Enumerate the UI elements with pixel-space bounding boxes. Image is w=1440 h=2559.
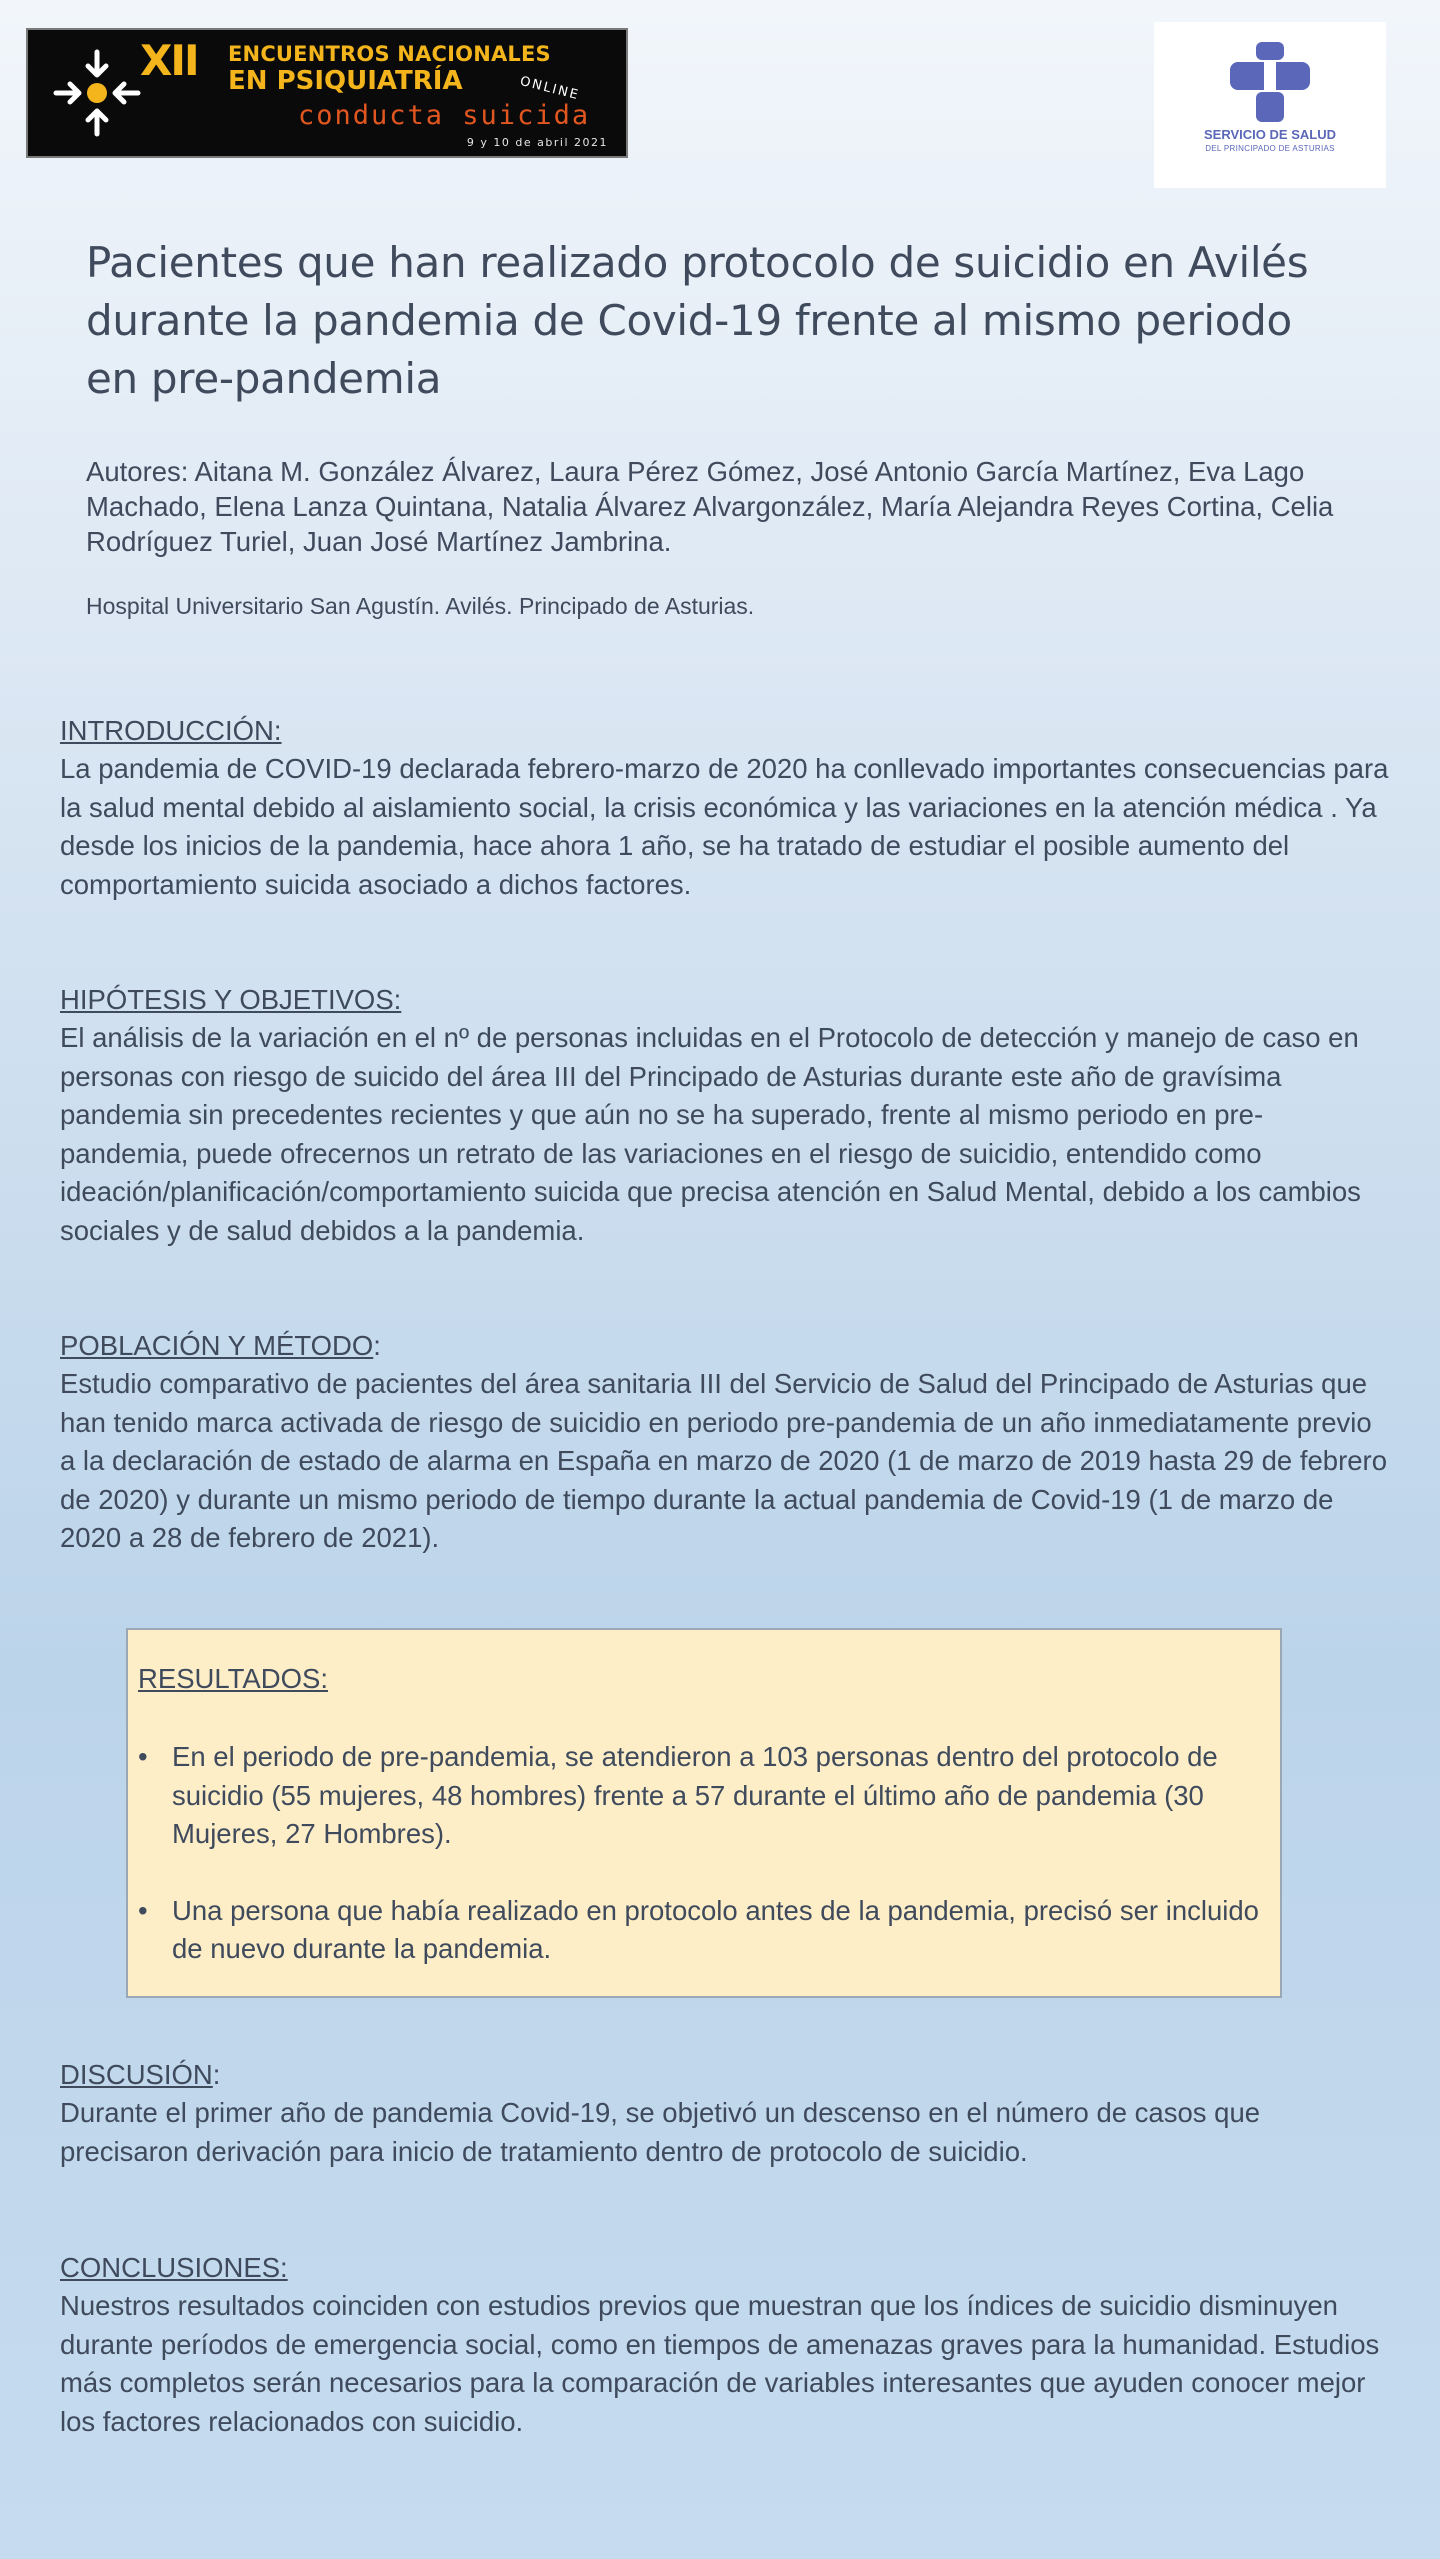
logo-line2: DEL PRINCIPADO DE ASTURIAS xyxy=(1205,144,1335,153)
banner-line2: EN PSIQUIATRÍA xyxy=(228,66,463,96)
list-item: • Una persona que había realizado en protocolo antes de la pandemia, precisó ser incluido de nuevo durante la pandemia. xyxy=(138,1894,1259,1964)
section-heading: RESULTADOS: xyxy=(138,1663,328,1694)
section-hypothesis xyxy=(60,981,1390,1250)
section-heading: INTRODUCCIÓN: xyxy=(60,715,282,746)
banner-online: ONLINE xyxy=(518,74,582,104)
section-conclusions xyxy=(60,2249,1390,2441)
affiliation: Hospital Universitario San Agustín. Avilés. Principado de Asturias. xyxy=(86,593,755,619)
section-method xyxy=(60,1327,1390,1558)
section-heading: DISCUSIÓN: xyxy=(60,2059,221,2090)
congress-banner xyxy=(26,28,628,158)
logo-line1: SERVICIO DE SALUD xyxy=(1204,127,1336,142)
banner-subtitle: conducta suicida xyxy=(298,100,591,131)
section-heading: CONCLUSIONES: xyxy=(60,2252,288,2283)
banner-edition: XII xyxy=(140,36,198,85)
banner-line1: ENCUENTROS NACIONALES xyxy=(228,42,551,66)
results-list xyxy=(128,1738,1268,1969)
section-body: El análisis de la variación en el nº de personas incluidas en el Protocolo de detección y manejo de caso en personas con riesgo de suicido del área III del Principado de Asturias durante este año de gravísima pandemia sin precedentes recientes y que aún no se ha superado, frente al mismo periodo en pre-pandemia, puede ofrecernos un retrato de las variaciones en el riesgo de suicidio, entendido como ideación/planificación/comportamiento suicida que precisa atención en Salud Mental, debido a los cambios sociales y de salud debidos a la pandemia. xyxy=(60,1022,1361,1246)
section-heading: POBLACIÓN Y MÉTODO: xyxy=(60,1330,381,1361)
section-body: Durante el primer año de pandemia Covid-19, se objetivó un descenso en el número de casos que precisaron derivación para inicio de tratamiento dentro de protocolo de suicidio. xyxy=(60,2097,1261,2167)
results-box xyxy=(126,1628,1282,1998)
poster-title: Pacientes que han realizado protocolo de suicidio en Avilés durante la pandemia de Covid-19 frente al mismo periodo en pre-pandemia xyxy=(86,238,1309,403)
banner-date: 9 y 10 de abril 2021 xyxy=(466,136,608,149)
section-introduction xyxy=(60,712,1390,904)
arrows-emblem-icon xyxy=(42,38,152,148)
section-heading: HIPÓTESIS Y OBJETIVOS: xyxy=(60,984,402,1015)
section-body: La pandemia de COVID-19 declarada febrero-marzo de 2020 ha conllevado importantes consecuencias para la salud mental debido al aislamiento social, la crisis económica y las variaciones en la atención médica . Ya desde los inicios de la pandemia, hace ahora 1 año, se ha tratado de estudiar el posible aumento del comportamiento suicida asociado a dichos factores. xyxy=(60,753,1389,900)
health-service-logo xyxy=(1154,22,1386,188)
cross-logo-icon xyxy=(1220,42,1320,124)
section-body: Estudio comparativo de pacientes del área sanitaria III del Servicio de Salud del Principado de Asturias que han tenido marca activada de riesgo de suicidio en periodo pre-pandemia de un año inmediatamente previo a la declaración de estado de alarma en España en marzo de 2020 (1 de marzo de 2019 hasta 29 de febrero de 2020) y durante un mismo periodo de tiempo durante la actual pandemia de Covid-19 (1 de marzo de 2020 a 28 de febrero de 2021). xyxy=(60,1368,1387,1553)
list-item: • En el periodo de pre-pandemia, se atendieron a 103 personas dentro del protocolo de suicidio (55 mujeres, 48 hombres) frente a 57 durante el último año de pandemia (30 Mujeres, 27 Hombres). xyxy=(138,1741,1218,1849)
section-body: Nuestros resultados coinciden con estudios previos que muestran que los índices de suicidio disminuyen durante períodos de emergencia social, como en tiempos de amenazas graves para la humanidad. Estudios más completos serán necesarios para la comparación de variables interesantes que ayuden conocer mejor los factores relacionados con suicidio. xyxy=(60,2290,1380,2437)
section-discussion xyxy=(60,2056,1390,2171)
authors: Autores: Aitana M. González Álvarez, Laura Pérez Gómez, José Antonio García Martínez, Eva Lago Machado, Elena Lanza Quintana, Natalia Álvarez Alvargonzález, María Alejandra Reyes Cortina, Celia Rodríguez Turiel, Juan José Martínez Jambrina. xyxy=(86,456,1334,557)
